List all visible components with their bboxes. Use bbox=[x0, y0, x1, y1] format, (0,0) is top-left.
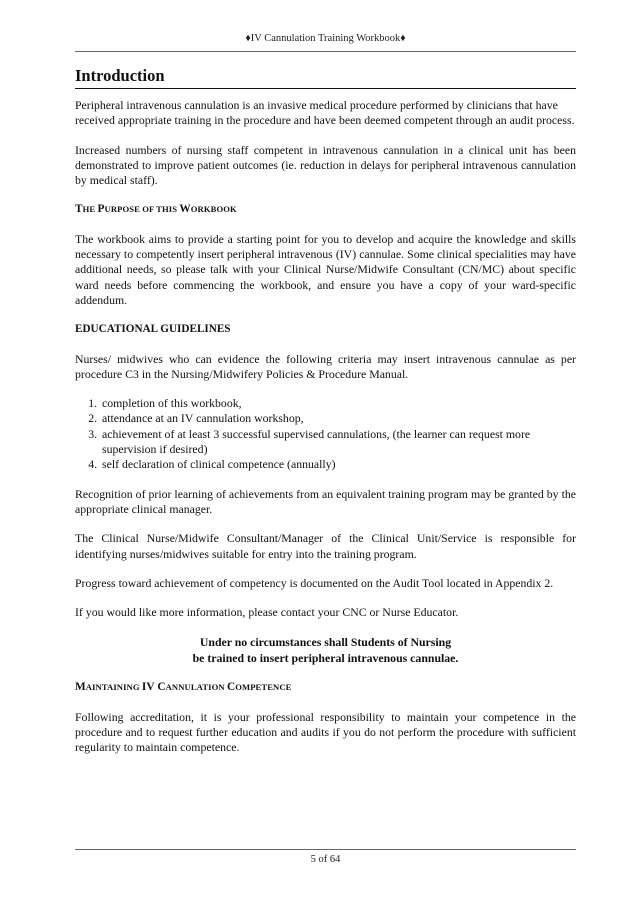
criteria-list bbox=[75, 396, 576, 472]
responsibility-paragraph: The Clinical Nurse/Midwife Consultant/Manager of the Clinical Unit/Service is responsible for identifying nurses/midwives suitable for entry into the training program. bbox=[75, 531, 576, 561]
title-underline bbox=[75, 88, 576, 89]
list-item: 1. completion of this workbook, bbox=[100, 396, 576, 411]
section-title: Introduction bbox=[75, 66, 165, 85]
document-body bbox=[75, 98, 576, 770]
students-notice bbox=[75, 634, 576, 666]
guidelines-intro: Nurses/ midwives who can evidence the following criteria may insert intravenous cannulae as per procedure C3 in the Nursing/Midwifery Policies & Procedure Manual. bbox=[75, 351, 576, 381]
guidelines-heading: EDUCATIONAL GUIDELINES bbox=[75, 323, 231, 336]
purpose-paragraph: The workbook aims to provide a starting point for you to develop and acquire the knowledge and skills necessary to competently insert peripheral intravenous (IV) cannulae. Some clinical specialities may have additional needs, so please talk with your Clinical Nurse/Midwife Consultant (CN/MC) about specific ward needs before commencing the workbook, and ensure you have a copy of your ward-specific addendum. bbox=[75, 231, 576, 307]
purpose-heading: THE PURPOSE OF THIS WORKBOOK bbox=[75, 203, 237, 216]
notice-line-1: Under no circumstances shall Students of Nursing bbox=[199, 635, 452, 650]
footer-divider bbox=[75, 849, 576, 850]
list-item: 4. self declaration of clinical competence (annually) bbox=[100, 457, 576, 472]
header-divider bbox=[75, 51, 576, 52]
list-item: 3. achievement of at least 3 successful supervised cannulations, (the learner can request more supervision if desired) bbox=[100, 427, 576, 458]
notice-line-2: be trained to insert peripheral intravenous cannulae. bbox=[192, 651, 459, 666]
maintaining-heading: MAINTAINING IV CANNULATION COMPETENCE bbox=[75, 681, 292, 694]
intro-paragraph-2: Increased numbers of nursing staff competent in intravenous cannulation in a clinical unit has been demonstrated to improve patient outcomes (ie. reduction in delays for peripheral intravenous cannulation by medical staff). bbox=[75, 142, 576, 188]
contact-paragraph: If you would like more information, please contact your CNC or Nurse Educator. bbox=[75, 605, 459, 620]
maintaining-paragraph: Following accreditation, it is your professional responsibility to maintain your competence in the procedure and to request further education and audits if you do not perform the procedure with sufficient regularity to maintain competence. bbox=[75, 709, 576, 755]
progress-paragraph: Progress toward achievement of competency is documented on the Audit Tool located in Appendix 2. bbox=[75, 575, 554, 590]
page-number: 5 of 64 bbox=[310, 854, 341, 865]
recognition-paragraph: Recognition of prior learning of achievements from an equivalent training program may be granted by the appropriate clinical manager. bbox=[75, 486, 576, 516]
list-item: 2. attendance at an IV cannulation workshop, bbox=[100, 411, 576, 426]
intro-paragraph-1: Peripheral intravenous cannulation is an invasive medical procedure performed by clinicians that have received appropriate training in the procedure and have been deemed competent through an audit process. bbox=[75, 98, 575, 128]
running-header: ♦IV Cannulation Training Workbook♦ bbox=[245, 33, 406, 44]
